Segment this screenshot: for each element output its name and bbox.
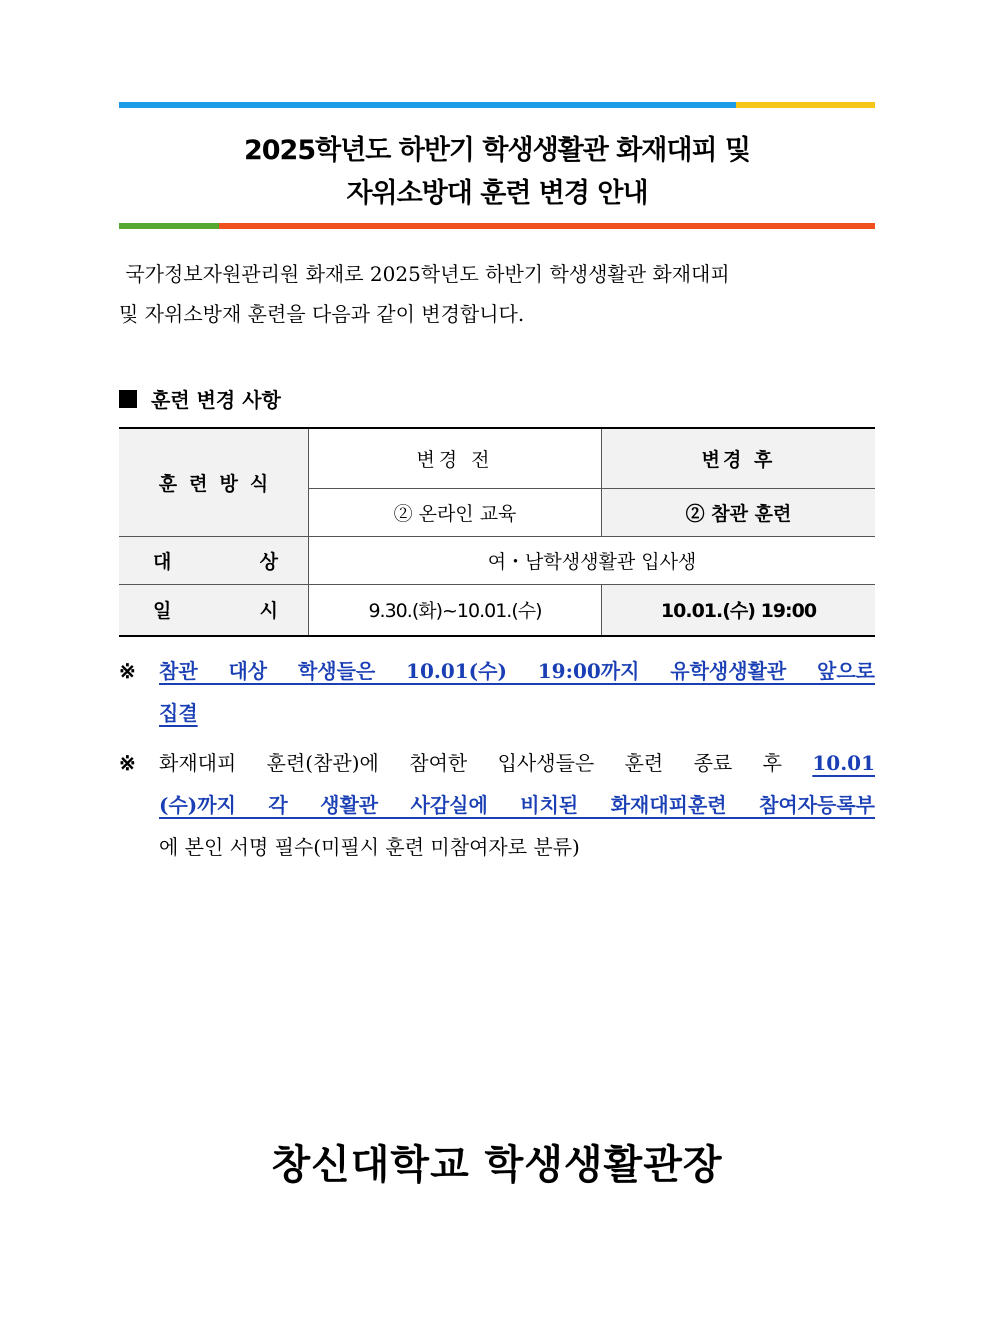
note2-line3 (159, 826, 875, 868)
target-label-cell (119, 536, 309, 584)
note1-line1: 참관 대상 학생들은 10.01(수) 19:00까지 유학생생활관 앞으로 (159, 659, 875, 683)
target-value-cell: 여・남학생생활관 입사생 (309, 536, 876, 584)
date-before-cell: 9.30.(화)~10.01.(수) (309, 584, 602, 636)
date-label-cell (119, 584, 309, 636)
target-label-b: 상 (259, 550, 278, 573)
signature-footer: 창신대학교 학생생활관장 (271, 1142, 723, 1188)
bottom-bar-orange-segment (219, 223, 875, 229)
date-label-split (119, 596, 308, 623)
method-label-cell: 훈련방식 (119, 428, 309, 536)
note2-part2: 에 본인 서명 필수(미필시 훈련 미참여자로 분류) (159, 835, 580, 859)
note1-line2: 집결 (159, 701, 198, 725)
target-label-a: 대 (153, 550, 172, 573)
note2-line2 (159, 784, 875, 826)
square-bullet-icon (119, 390, 137, 408)
target-label-split (119, 547, 308, 574)
note1-line1-wrap (159, 650, 875, 692)
intro-line1 (119, 254, 875, 294)
table-row (119, 584, 875, 636)
section-heading-text: 훈련 변경 사항 (151, 388, 281, 412)
before-header-cell (309, 428, 602, 488)
top-bar-yellow-segment (736, 102, 875, 108)
training-change-table (119, 427, 875, 637)
reference-mark-icon: ※ (119, 751, 136, 775)
table-row (119, 536, 875, 584)
date-label-b: 시 (259, 600, 278, 623)
section-heading (119, 384, 281, 413)
date-after-cell: 10.01.(수) 19:00 (602, 584, 876, 636)
after-header-cell (602, 428, 876, 488)
note-signature (119, 742, 875, 868)
intro-paragraph (119, 254, 875, 334)
before-method-cell: ② 온라인 교육 (309, 488, 602, 536)
note2-body (159, 742, 875, 868)
top-bar-blue-segment (119, 102, 736, 108)
bottom-color-bar (119, 223, 875, 229)
date-label-a: 일 (153, 600, 172, 623)
note2-highlight-b: (수)까지 각 생활관 사감실에 비치된 화재대피훈련 참여자등록부 (159, 793, 875, 817)
table-row (119, 428, 875, 488)
note1-body (159, 650, 875, 734)
intro-line2: 및 자위소방재 훈련을 다음과 같이 변경합니다. (119, 302, 525, 326)
after-method-cell: ② 참관 훈련 (602, 488, 876, 536)
after-header-text: 변경 후 (701, 448, 776, 471)
note2-part1: 화재대피 훈련(참관)에 참여한 입사생들은 훈련 종료 후 (159, 751, 813, 775)
reference-mark-icon: ※ (119, 659, 136, 683)
note-gathering (119, 650, 875, 734)
note1-line2-wrap (159, 692, 875, 734)
before-header-text: 변경 전 (416, 448, 494, 471)
top-color-bar (119, 102, 875, 108)
note2-line1 (159, 742, 875, 784)
document-title-line1: 2025학년도 하반기 학생생활관 화재대피 및 (243, 135, 751, 166)
document-title-line2: 자위소방대 훈련 변경 안내 (346, 178, 648, 209)
intro-line1-text: 국가정보자원관리원 화재로 2025학년도 하반기 학생생활관 화재대피 (125, 262, 730, 286)
bottom-bar-green-segment (119, 223, 219, 229)
note2-highlight-a: 10.01 (812, 751, 875, 775)
